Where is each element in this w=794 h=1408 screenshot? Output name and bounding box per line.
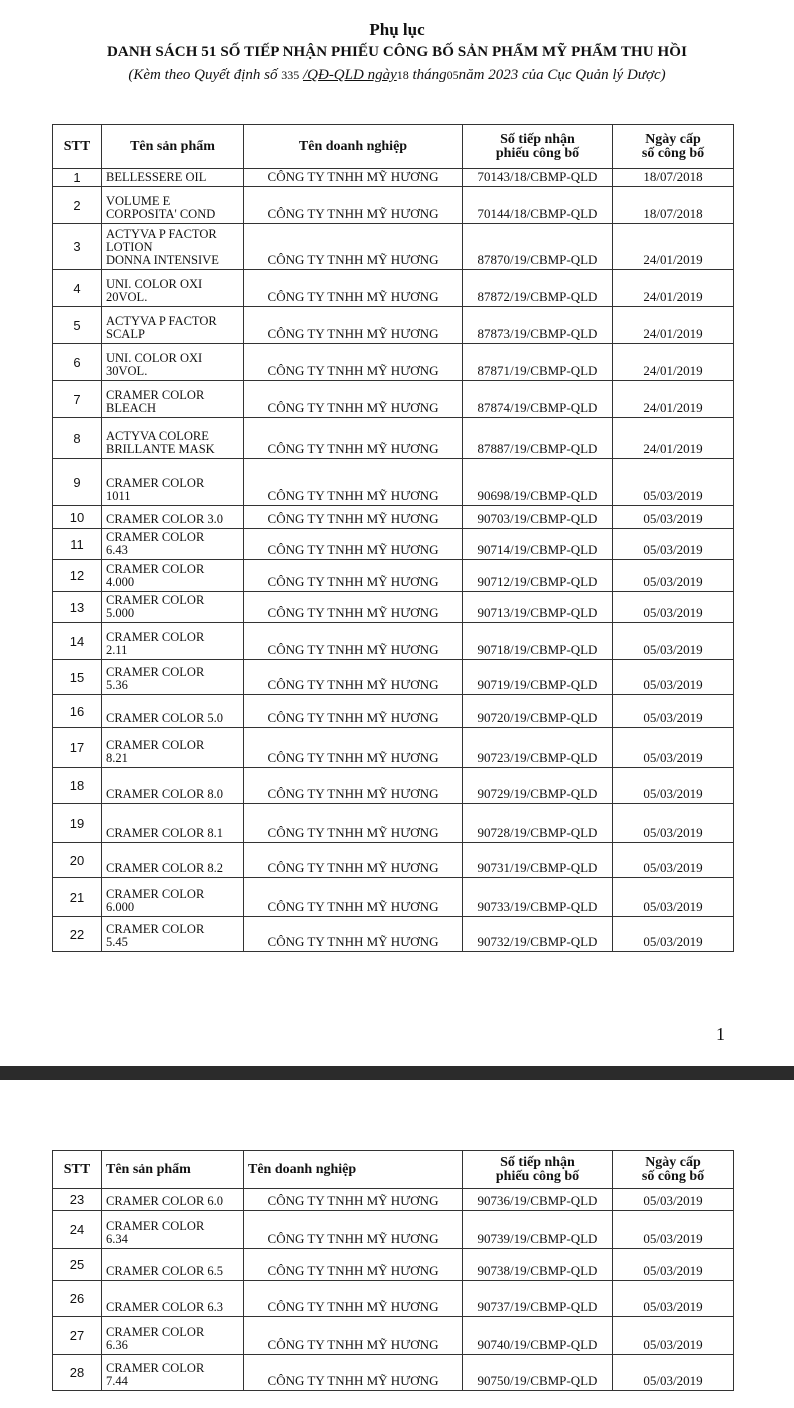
row-company: CÔNG TY TNHH MỸ HƯƠNG [244, 1189, 463, 1211]
row-product-name [102, 728, 244, 768]
row-company: CÔNG TY TNHH MỸ HƯƠNG [244, 381, 463, 418]
row-company: CÔNG TY TNHH MỸ HƯƠNG [244, 917, 463, 952]
product-name-line: CRAMER COLOR [106, 1219, 205, 1233]
row-receipt-number: 87871/19/CBMP-QLD [463, 344, 613, 381]
row-issue-date: 05/03/2019 [613, 1281, 734, 1317]
column-header-stt: STT [53, 1151, 102, 1189]
row-stt: 26 [53, 1281, 102, 1317]
row-product-name [102, 695, 244, 728]
row-issue-date: 05/03/2019 [613, 1189, 734, 1211]
row-receipt-number: 90750/19/CBMP-QLD [463, 1355, 613, 1391]
row-product-name [102, 506, 244, 529]
row-company: CÔNG TY TNHH MỸ HƯƠNG [244, 660, 463, 695]
row-company: CÔNG TY TNHH MỸ HƯƠNG [244, 843, 463, 878]
row-issue-date: 05/03/2019 [613, 1249, 734, 1281]
row-stt: 15 [53, 660, 102, 695]
product-name-line: BELLESSERE OIL [106, 170, 207, 184]
row-company: CÔNG TY TNHH MỸ HƯƠNG [244, 623, 463, 660]
table-row [53, 843, 734, 878]
row-product-name [102, 1355, 244, 1391]
product-name-line: CRAMER COLOR 8.2 [106, 861, 224, 875]
row-issue-date: 05/03/2019 [613, 506, 734, 529]
table-row [53, 623, 734, 660]
table-row [53, 506, 734, 529]
row-receipt-number: 90723/19/CBMP-QLD [463, 728, 613, 768]
row-receipt-number: 90703/19/CBMP-QLD [463, 506, 613, 529]
row-product-name [102, 1317, 244, 1355]
row-company: CÔNG TY TNHH MỸ HƯƠNG [244, 1355, 463, 1391]
row-receipt-number: 90719/19/CBMP-QLD [463, 660, 613, 695]
row-receipt-number: 90733/19/CBMP-QLD [463, 878, 613, 917]
row-issue-date: 05/03/2019 [613, 1211, 734, 1249]
row-company: CÔNG TY TNHH MỸ HƯƠNG [244, 529, 463, 560]
row-product-name [102, 768, 244, 804]
product-name-line: CRAMER COLOR 8.1 [106, 826, 224, 840]
product-name-line: BRILLANTE MASK [106, 442, 215, 456]
product-name-line: CRAMER COLOR [106, 1325, 205, 1339]
row-receipt-number: 90729/19/CBMP-QLD [463, 768, 613, 804]
product-name-line: CRAMER COLOR 6.5 [106, 1264, 224, 1278]
table-row [53, 270, 734, 307]
table-row [53, 224, 734, 270]
row-receipt-number: 90731/19/CBMP-QLD [463, 843, 613, 878]
row-issue-date: 05/03/2019 [613, 660, 734, 695]
row-company: CÔNG TY TNHH MỸ HƯƠNG [244, 187, 463, 224]
product-name-line: CRAMER COLOR 6.3 [106, 1300, 224, 1314]
table-row [53, 187, 734, 224]
column-header-receipt: Số tiếp nhận phiếu công bố [463, 1151, 613, 1189]
row-company: CÔNG TY TNHH MỸ HƯƠNG [244, 768, 463, 804]
product-name-line: 6.34 [106, 1232, 128, 1246]
product-name-line: CRAMER COLOR [106, 1361, 205, 1375]
document-subtitle: DANH SÁCH 51 SỐ TIẾP NHẬN PHIẾU CÔNG BỐ SẢN PHẨM MỸ PHẨM THU HỒI [106, 44, 688, 60]
row-stt: 22 [53, 917, 102, 952]
row-stt: 9 [53, 459, 102, 506]
product-name-line: LOTION [106, 240, 153, 254]
product-name-line: 7.44 [106, 1374, 128, 1388]
row-issue-date: 24/01/2019 [613, 418, 734, 459]
row-company: CÔNG TY TNHH MỸ HƯƠNG [244, 1211, 463, 1249]
row-receipt-number: 87887/19/CBMP-QLD [463, 418, 613, 459]
recall-table-page-1 [52, 124, 734, 952]
row-stt: 21 [53, 878, 102, 917]
column-header-receipt: Số tiếp nhận phiếu công bố [463, 125, 613, 169]
table-row [53, 344, 734, 381]
row-issue-date: 05/03/2019 [613, 843, 734, 878]
product-name-line: CRAMER COLOR [106, 665, 205, 679]
table-row [53, 917, 734, 952]
product-name-line: CRAMER COLOR [106, 630, 205, 644]
row-issue-date: 18/07/2018 [613, 169, 734, 187]
product-name-line: CRAMER COLOR 3.0 [106, 512, 224, 526]
product-name-line: VOLUME E [106, 194, 171, 208]
row-issue-date: 05/03/2019 [613, 623, 734, 660]
row-product-name [102, 623, 244, 660]
row-product-name [102, 459, 244, 506]
row-company: CÔNG TY TNHH MỸ HƯƠNG [244, 506, 463, 529]
product-name-line: CRAMER COLOR [106, 476, 205, 490]
table-row [53, 381, 734, 418]
row-product-name [102, 529, 244, 560]
table-row [53, 1317, 734, 1355]
row-receipt-number: 90728/19/CBMP-QLD [463, 804, 613, 843]
table-row [53, 529, 734, 560]
product-name-line: CRAMER COLOR [106, 922, 205, 936]
row-product-name [102, 592, 244, 623]
row-receipt-number: 90740/19/CBMP-QLD [463, 1317, 613, 1355]
row-issue-date: 24/01/2019 [613, 270, 734, 307]
row-issue-date: 05/03/2019 [613, 768, 734, 804]
column-header-product: Tên sản phẩm [102, 125, 244, 169]
row-stt: 11 [53, 529, 102, 560]
table-row [53, 307, 734, 344]
row-company: CÔNG TY TNHH MỸ HƯƠNG [244, 270, 463, 307]
product-name-line: CRAMER COLOR [106, 738, 205, 752]
row-product-name [102, 418, 244, 459]
row-stt: 1 [53, 169, 102, 187]
product-name-line: 4.000 [106, 575, 135, 589]
row-product-name [102, 804, 244, 843]
row-company: CÔNG TY TNHH MỸ HƯƠNG [244, 307, 463, 344]
row-issue-date: 24/01/2019 [613, 344, 734, 381]
row-issue-date: 05/03/2019 [613, 1355, 734, 1391]
row-issue-date: 05/03/2019 [613, 1317, 734, 1355]
row-stt: 3 [53, 224, 102, 270]
product-name-line: CRAMER COLOR 8.0 [106, 787, 224, 801]
appendix-title: Phụ lục [369, 20, 425, 39]
row-product-name [102, 1249, 244, 1281]
row-company: CÔNG TY TNHH MỸ HƯƠNG [244, 1281, 463, 1317]
table-row [53, 169, 734, 187]
table-row [53, 660, 734, 695]
row-receipt-number: 87872/19/CBMP-QLD [463, 270, 613, 307]
column-header-company: Tên doanh nghiệp [244, 1151, 463, 1189]
product-name-line: CRAMER COLOR [106, 562, 205, 576]
product-name-line: 6.000 [106, 900, 135, 914]
row-receipt-number: 87873/19/CBMP-QLD [463, 307, 613, 344]
row-receipt-number: 90713/19/CBMP-QLD [463, 592, 613, 623]
row-receipt-number: 90736/19/CBMP-QLD [463, 1189, 613, 1211]
row-product-name [102, 224, 244, 270]
row-product-name [102, 1211, 244, 1249]
column-header-company: Tên doanh nghiệp [244, 125, 463, 169]
table-row [53, 1249, 734, 1281]
product-name-line: 6.36 [106, 1338, 128, 1352]
row-issue-date: 24/01/2019 [613, 381, 734, 418]
row-issue-date: 24/01/2019 [613, 307, 734, 344]
row-product-name [102, 917, 244, 952]
table-row [53, 1189, 734, 1211]
row-receipt-number: 90698/19/CBMP-QLD [463, 459, 613, 506]
product-name-line: CRAMER COLOR [106, 530, 205, 544]
table-row [53, 728, 734, 768]
row-stt: 24 [53, 1211, 102, 1249]
row-issue-date: 05/03/2019 [613, 917, 734, 952]
row-company: CÔNG TY TNHH MỸ HƯƠNG [244, 695, 463, 728]
product-name-line: 20VOL. [106, 290, 148, 304]
row-company: CÔNG TY TNHH MỸ HƯƠNG [244, 418, 463, 459]
row-stt: 18 [53, 768, 102, 804]
row-stt: 5 [53, 307, 102, 344]
row-stt: 6 [53, 344, 102, 381]
row-stt: 14 [53, 623, 102, 660]
row-product-name [102, 187, 244, 224]
row-receipt-number: 87874/19/CBMP-QLD [463, 381, 613, 418]
row-stt: 27 [53, 1317, 102, 1355]
table-row [53, 560, 734, 592]
row-company: CÔNG TY TNHH MỸ HƯƠNG [244, 728, 463, 768]
row-receipt-number: 90738/19/CBMP-QLD [463, 1249, 613, 1281]
row-product-name [102, 344, 244, 381]
product-name-line: 6.43 [106, 543, 128, 557]
product-name-line: DONNA INTENSIVE [106, 253, 219, 267]
row-receipt-number: 87870/19/CBMP-QLD [463, 224, 613, 270]
column-header-date: Ngày cấp số công bố [613, 125, 734, 169]
product-name-line: CRAMER COLOR [106, 593, 205, 607]
row-receipt-number: 90720/19/CBMP-QLD [463, 695, 613, 728]
table-row [53, 418, 734, 459]
product-name-line: 1011 [106, 489, 131, 503]
row-stt: 13 [53, 592, 102, 623]
row-product-name [102, 660, 244, 695]
product-name-line: SCALP [106, 327, 145, 341]
row-issue-date: 24/01/2019 [613, 224, 734, 270]
row-company: CÔNG TY TNHH MỸ HƯƠNG [244, 459, 463, 506]
row-company: CÔNG TY TNHH MỸ HƯƠNG [244, 878, 463, 917]
product-name-line: 5.000 [106, 606, 135, 620]
row-issue-date: 05/03/2019 [613, 592, 734, 623]
row-stt: 4 [53, 270, 102, 307]
table-row [53, 459, 734, 506]
row-product-name [102, 878, 244, 917]
row-receipt-number: 90732/19/CBMP-QLD [463, 917, 613, 952]
row-stt: 2 [53, 187, 102, 224]
product-name-line: UNI. COLOR OXI [106, 277, 203, 291]
row-stt: 8 [53, 418, 102, 459]
row-issue-date: 18/07/2018 [613, 187, 734, 224]
row-issue-date: 05/03/2019 [613, 695, 734, 728]
product-name-line: CRAMER COLOR 5.0 [106, 711, 224, 725]
row-product-name [102, 169, 244, 187]
product-name-line: CRAMER COLOR [106, 388, 205, 402]
product-name-line: CRAMER COLOR 6.0 [106, 1194, 224, 1208]
row-company: CÔNG TY TNHH MỸ HƯƠNG [244, 1249, 463, 1281]
row-receipt-number: 90737/19/CBMP-QLD [463, 1281, 613, 1317]
row-company: CÔNG TY TNHH MỸ HƯƠNG [244, 1317, 463, 1355]
row-product-name [102, 1281, 244, 1317]
row-stt: 28 [53, 1355, 102, 1391]
row-company: CÔNG TY TNHH MỸ HƯƠNG [244, 169, 463, 187]
row-receipt-number: 90739/19/CBMP-QLD [463, 1211, 613, 1249]
row-product-name [102, 270, 244, 307]
table-row [53, 1211, 734, 1249]
product-name-line: ACTYVA COLORE [106, 429, 209, 443]
document-page-2 [0, 1080, 794, 1408]
column-header-product: Tên sản phẩm [102, 1151, 244, 1189]
product-name-line: ACTYVA P FACTOR [106, 227, 217, 241]
row-issue-date: 05/03/2019 [613, 804, 734, 843]
row-product-name [102, 560, 244, 592]
product-name-line: UNI. COLOR OXI [106, 351, 203, 365]
row-stt: 20 [53, 843, 102, 878]
row-stt: 19 [53, 804, 102, 843]
table-header-row [53, 125, 734, 169]
row-stt: 25 [53, 1249, 102, 1281]
product-name-line: ACTYVA P FACTOR [106, 314, 217, 328]
product-name-line: 30VOL. [106, 364, 148, 378]
row-stt: 23 [53, 1189, 102, 1211]
row-issue-date: 05/03/2019 [613, 728, 734, 768]
row-issue-date: 05/03/2019 [613, 459, 734, 506]
row-receipt-number: 70144/18/CBMP-QLD [463, 187, 613, 224]
column-header-date: Ngày cấp số công bố [613, 1151, 734, 1189]
row-receipt-number: 90712/19/CBMP-QLD [463, 560, 613, 592]
row-receipt-number: 90714/19/CBMP-QLD [463, 529, 613, 560]
row-stt: 10 [53, 506, 102, 529]
table-row [53, 592, 734, 623]
product-name-line: 5.45 [106, 935, 128, 949]
row-company: CÔNG TY TNHH MỸ HƯƠNG [244, 560, 463, 592]
row-issue-date: 05/03/2019 [613, 529, 734, 560]
row-stt: 17 [53, 728, 102, 768]
row-product-name [102, 307, 244, 344]
product-name-line: 2.11 [106, 643, 128, 657]
product-name-line: 5.36 [106, 678, 128, 692]
row-company: CÔNG TY TNHH MỸ HƯƠNG [244, 592, 463, 623]
table-row [53, 1355, 734, 1391]
product-name-line: BLEACH [106, 401, 156, 415]
row-issue-date: 05/03/2019 [613, 560, 734, 592]
product-name-line: CRAMER COLOR [106, 887, 205, 901]
row-receipt-number: 90718/19/CBMP-QLD [463, 623, 613, 660]
row-stt: 12 [53, 560, 102, 592]
table-row [53, 878, 734, 917]
page-number: 1 [716, 1024, 725, 1044]
row-company: CÔNG TY TNHH MỸ HƯƠNG [244, 804, 463, 843]
row-company: CÔNG TY TNHH MỸ HƯƠNG [244, 344, 463, 381]
column-header-stt: STT [53, 125, 102, 169]
row-company: CÔNG TY TNHH MỸ HƯƠNG [244, 224, 463, 270]
table-header-row [53, 1151, 734, 1189]
row-receipt-number: 70143/18/CBMP-QLD [463, 169, 613, 187]
recall-table-page-2 [52, 1150, 734, 1391]
row-product-name [102, 1189, 244, 1211]
table-row [53, 768, 734, 804]
product-name-line: CORPOSITA' COND [106, 207, 216, 221]
table-row [53, 804, 734, 843]
table-row [53, 1281, 734, 1317]
row-stt: 7 [53, 381, 102, 418]
row-product-name [102, 843, 244, 878]
decision-note: (Kèm theo Quyết định số 335 /QĐ-QLD ngày18 tháng05năm 2023 của Cục Quản lý Dược) [128, 67, 666, 83]
row-product-name [102, 381, 244, 418]
row-stt: 16 [53, 695, 102, 728]
row-issue-date: 05/03/2019 [613, 878, 734, 917]
product-name-line: 8.21 [106, 751, 128, 765]
table-row [53, 695, 734, 728]
